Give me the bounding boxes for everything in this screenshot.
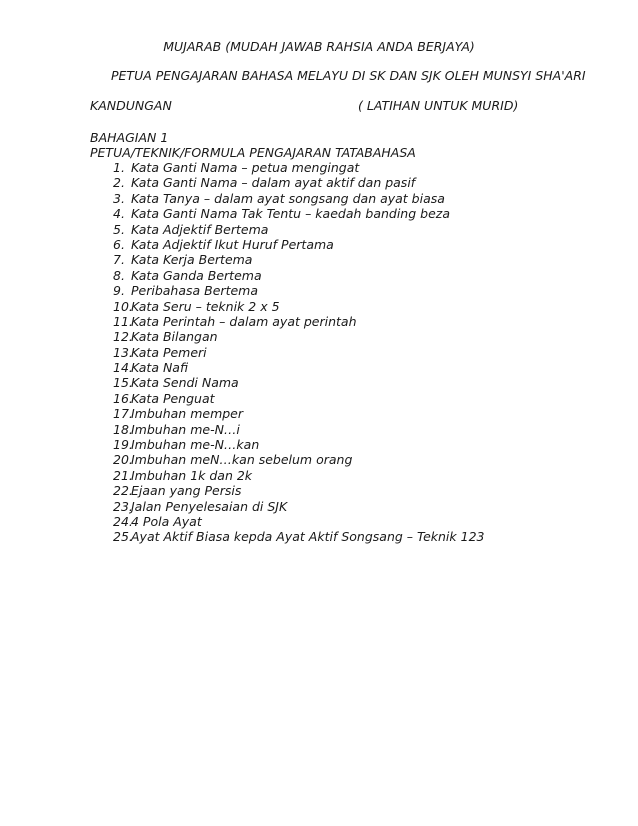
item-text: Kata Ganda Bertema <box>131 267 262 283</box>
item-number: 9. <box>113 283 125 299</box>
item-number: 2. <box>113 175 125 191</box>
item-number: 12. <box>113 329 133 345</box>
item-text: Jalan Penyelesaian di SJK <box>131 498 288 514</box>
item-text: Kata Ganti Nama – petua mengingat <box>131 160 360 175</box>
item-text: 4 Pola Ayat <box>131 513 202 529</box>
item-number: 6. <box>113 236 125 252</box>
item-text: Peribahasa Bertema <box>131 283 258 299</box>
item-number: 23. <box>113 498 133 514</box>
item-text: Kata Pemeri <box>131 344 207 360</box>
item-text: Kata Ganti Nama – dalam ayat aktif dan pasif <box>131 175 416 191</box>
item-number: 25. <box>113 529 133 545</box>
item-text: Kata Adjektif Bertema <box>131 221 269 237</box>
item-text: Kata Sendi Nama <box>131 375 239 391</box>
item-text: Imbuhan meN…kan sebelum orang <box>131 452 353 468</box>
section-subheading: PETUA/TEKNIK/FORMULA PENGAJARAN TATABAHASA <box>90 145 416 160</box>
item-number: 5. <box>113 221 125 237</box>
item-text: Kata Kerja Bertema <box>131 252 253 268</box>
item-text: Ayat Aktif Biasa kepda Ayat Aktif Songsang – Teknik 123 <box>131 529 485 545</box>
item-text: Kata Bilangan <box>131 329 218 345</box>
item-number: 11. <box>113 313 133 329</box>
item-text: Kata Adjektif Ikut Huruf Pertama <box>131 236 334 252</box>
item-number: 18. <box>113 421 133 437</box>
item-text: Imbuhan 1k dan 2k <box>131 467 253 483</box>
item-number: 8. <box>113 267 125 283</box>
section-heading: BAHAGIAN 1 <box>90 130 169 145</box>
item-number: 21. <box>113 467 133 483</box>
item-number: 14. <box>113 360 133 376</box>
contents-label: KANDUNGAN <box>90 98 172 113</box>
item-number: 17. <box>113 406 133 422</box>
item-text: Imbuhan me-N…kan <box>131 437 260 453</box>
item-text: Kata Perintah – dalam ayat perintah <box>131 313 357 329</box>
item-text: Kata Tanya – dalam ayat songsang dan ayat biasa <box>131 190 445 206</box>
item-number: 22. <box>113 483 133 499</box>
item-number: 20. <box>113 452 133 468</box>
item-number: 24. <box>113 513 133 529</box>
document-subtitle: PETUA PENGAJARAN BAHASA MELAYU DI SK DAN SJK OLEH MUNSYI SHA'ARI <box>111 68 586 83</box>
item-number: 10. <box>113 298 133 314</box>
item-number: 19. <box>113 437 133 453</box>
exercise-label: ( LATIHAN UNTUK MURID) <box>358 98 519 113</box>
item-number: 4. <box>113 206 125 222</box>
item-text: Imbuhan memper <box>131 406 244 422</box>
item-number: 15. <box>113 375 133 391</box>
item-number: 13. <box>113 344 133 360</box>
item-text: Kata Penguat <box>131 390 215 406</box>
item-number: 3. <box>113 190 125 206</box>
item-text: Ejaan yang Persis <box>131 483 242 499</box>
item-text: Kata Ganti Nama Tak Tentu – kaedah banding beza <box>131 206 450 222</box>
document-title: MUJARAB (MUDAH JAWAB RAHSIA ANDA BERJAYA) <box>163 39 475 54</box>
item-text: Kata Nafi <box>131 360 189 376</box>
item-number: 1. <box>113 160 125 175</box>
item-number: 16. <box>113 390 133 406</box>
item-number: 7. <box>113 252 125 268</box>
item-text: Imbuhan me-N…i <box>131 421 240 437</box>
item-text: Kata Seru – teknik 2 x 5 <box>131 298 280 314</box>
